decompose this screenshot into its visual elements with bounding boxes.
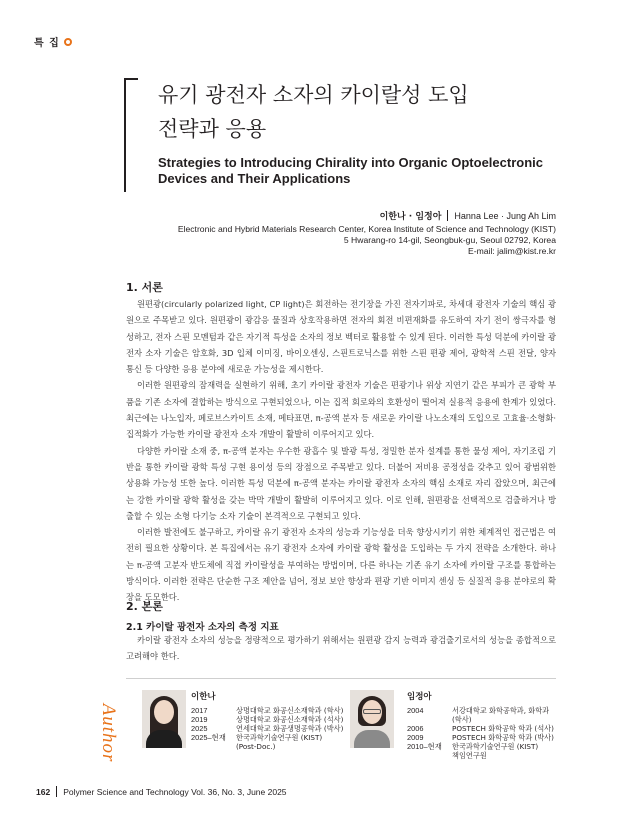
circle-icon	[64, 38, 72, 46]
bio-desc-line: (Post-Doc.)	[236, 742, 276, 751]
authors-english: Hanna Lee · Jung Ah Lim	[454, 210, 556, 221]
affiliation-institute: Electronic and Hybrid Materials Research Center, Korea Institute of Science and Technology (KIST)	[177, 224, 556, 234]
page-footer	[36, 786, 287, 797]
section-tag	[34, 34, 72, 49]
bio-year: 2025–현재	[191, 733, 226, 742]
title-bracket	[124, 78, 138, 192]
bio-desc-line: 연세대학교 화공생명공학과 (박사)	[236, 724, 344, 733]
title-english-line-1: Strategies to Introducing Chirality into Organic Optoelectronic	[158, 155, 543, 170]
bio-year: 2025	[191, 724, 208, 733]
section-2-body	[126, 632, 556, 665]
bio-desc-line: (학사)	[452, 715, 472, 724]
paragraph: 카이랄 광전자 소자의 성능을 정량적으로 평가하기 위해서는 원편광 감지 능력과 광검출기로서의 성능을 종합적으로 고려해야 한다.	[126, 635, 556, 662]
paragraph: 이러한 발전에도 불구하고, 카이랄 유기 광전자 소자의 성능과 기능성을 더욱 향상시키기 위한 체계적인 접근법은 여전히 필요한 상황이다. 본 특집에서는 유기 광전자 소자에 카이랄 광학 활성을 도입하는 두 가지 전략을 소개한다. 하나는 π-공액 고분자 반도체에 직접 카이랄성을 부여하는 방법이며, 다른 하나는 기존 유기 소자에 카이랄 구조를 통합하는 방식이다. 이러한 전략은 단순한 구조 제안을 넘어, 정보 보안 향상과 편광 기반 이미지 센싱 등 실질적 응용 분야로의 확장을 도모한다.	[126, 527, 556, 603]
paragraph: 이러한 원편광의 잠재력을 실현하기 위해, 초기 카이랄 광전자 기술은 편광기나 위상 지연기 같은 부피가 큰 광학 부품을 기존 소자에 결합하는 방식으로 구현되었으나, 이는 집적 회로와의 호환성이 떨어져 실용적 응용에 한계가 있었다. 최근에는 나노입자, 페로브스카이트 소재, 메타표면, π-공액 분자 등 새로운 카이랄 나노소재의 도입으로 고효율·소형화·집적화가 가능한 카이랄 광전자 소자 개발이 활발히 이루어지고 있다.	[126, 380, 556, 440]
affiliation-email: E-mail: jalim@kist.re.kr	[468, 246, 556, 256]
author-photo-lee	[142, 690, 186, 748]
bio-desc-line: 한국과학기술연구원 (KIST)	[452, 742, 539, 751]
title-english-line-2: Devices and Their Applications	[158, 171, 351, 186]
paragraph: 원편광(circularly polarized light, CP light)은 회전하는 전기장을 가진 전자기파로, 차세대 광전자 기술의 핵심 광원으로 주목받고 있다. 원편광이 광감응 물질과 상호작용하면 전자의 회전 비편재화를 유도하여 자기 전이 쌍극자를 형성하고, 전자 스핀 모멘텀과 같은 자기적 특성을 소자의 정보 벡터로 활용할 수 있게 된다. 이러한 특성 덕분에 카이랄 광전자 소자 기술은 암호화, 3D 입체 이미징, 바이오센싱, 스핀트로닉스를 위한 스핀 편광 제어, 광학적 스핀 전달, 양자 통신 등 다양한 응용 분야에 새로운 가능성을 제시한다.	[126, 299, 556, 375]
bio-years-lim	[407, 706, 442, 751]
bio-desc-lim	[452, 706, 554, 760]
bio-name-lim: 임정아	[407, 692, 432, 702]
authors-korean: 이한나 · 임정아	[379, 212, 442, 222]
bio-year: 2006	[407, 724, 424, 733]
affiliation-address: 5 Hwarang-ro 14-gil, Seongbuk-gu, Seoul 02792, Korea	[343, 235, 556, 245]
author-line	[380, 209, 556, 222]
bio-years-lee	[191, 706, 226, 742]
bio-year: 2004	[407, 706, 424, 715]
bio-desc-line: POSTECH 화학공학 학과 (석사)	[452, 724, 554, 733]
section-1-heading: 1. 서론	[126, 281, 163, 294]
bio-desc-line: 한국과학기술연구원 (KIST)	[236, 733, 323, 742]
bio-desc-line: 상명대학교 화공신소재학과 (석사)	[236, 715, 344, 724]
author-side-label	[96, 686, 120, 786]
bio-year: 2009	[407, 733, 424, 742]
section-tag-label: 특 집	[34, 38, 60, 49]
title-korean	[158, 78, 598, 146]
bio-desc-line: 책임연구원	[452, 751, 487, 760]
bio-year: 2010–현재	[407, 742, 442, 751]
section-2-1-heading: 2.1 카이랄 광전자 소자의 측정 지표	[126, 622, 279, 633]
author-label-text: Author	[98, 703, 119, 763]
bio-desc-line: POSTECH 화학공학 학과 (박사)	[452, 733, 554, 742]
bio-desc-lee	[236, 706, 343, 751]
journal-citation: Polymer Science and Technology Vol. 36, No. 3, June 2025	[63, 786, 287, 797]
page-number: 162	[36, 786, 51, 797]
affiliation	[178, 224, 556, 257]
bio-desc-line: 상명대학교 화공신소재학과 (학사)	[236, 706, 344, 715]
author-photo-lim	[350, 690, 394, 748]
paragraph: 다양한 카이랄 소재 중, π-공액 분자는 우수한 광흡수 및 발광 특성, 정밀한 분자 설계를 통한 물성 제어, 자기조립 기반을 통한 카이랄 광학 특성 구현 용이성 등의 장점으로 주목받고 있다. 더불어 저비용 공정성을 갖추고 있어 광범위한 상용화 가능성 또한 높다. 이러한 특성 덕분에 π-공액 분자는 카이랄 광전자 소자의 핵심 소재로 자리 잡았으며, 최근에는 강한 카이랄 광학 활성을 갖는 박막 개발이 활발히 이루어지고 있다. 이로 인해, 원편광을 선택적으로 검출하거나 방출할 수 있는 소형 다기능 소자 기술이 본격적으로 구현되고 있다.	[126, 445, 556, 521]
bio-desc-line: 서강대학교 화학공학과, 화학과	[452, 706, 550, 715]
section-1-body	[126, 296, 556, 606]
section-2-heading: 2. 본론	[126, 600, 163, 613]
bio-year: 2019	[191, 715, 208, 724]
title-english	[158, 155, 578, 187]
bio-year	[407, 715, 442, 724]
title-korean-line-1: 유기 광전자 소자의 카이랄성 도입	[158, 83, 469, 107]
author-separator	[447, 210, 448, 221]
title-korean-line-2: 전략과 응용	[158, 117, 267, 141]
footer-separator	[56, 786, 57, 797]
bio-year: 2017	[191, 706, 208, 715]
author-divider	[126, 678, 556, 679]
bio-name-lee: 이한나	[191, 692, 216, 702]
